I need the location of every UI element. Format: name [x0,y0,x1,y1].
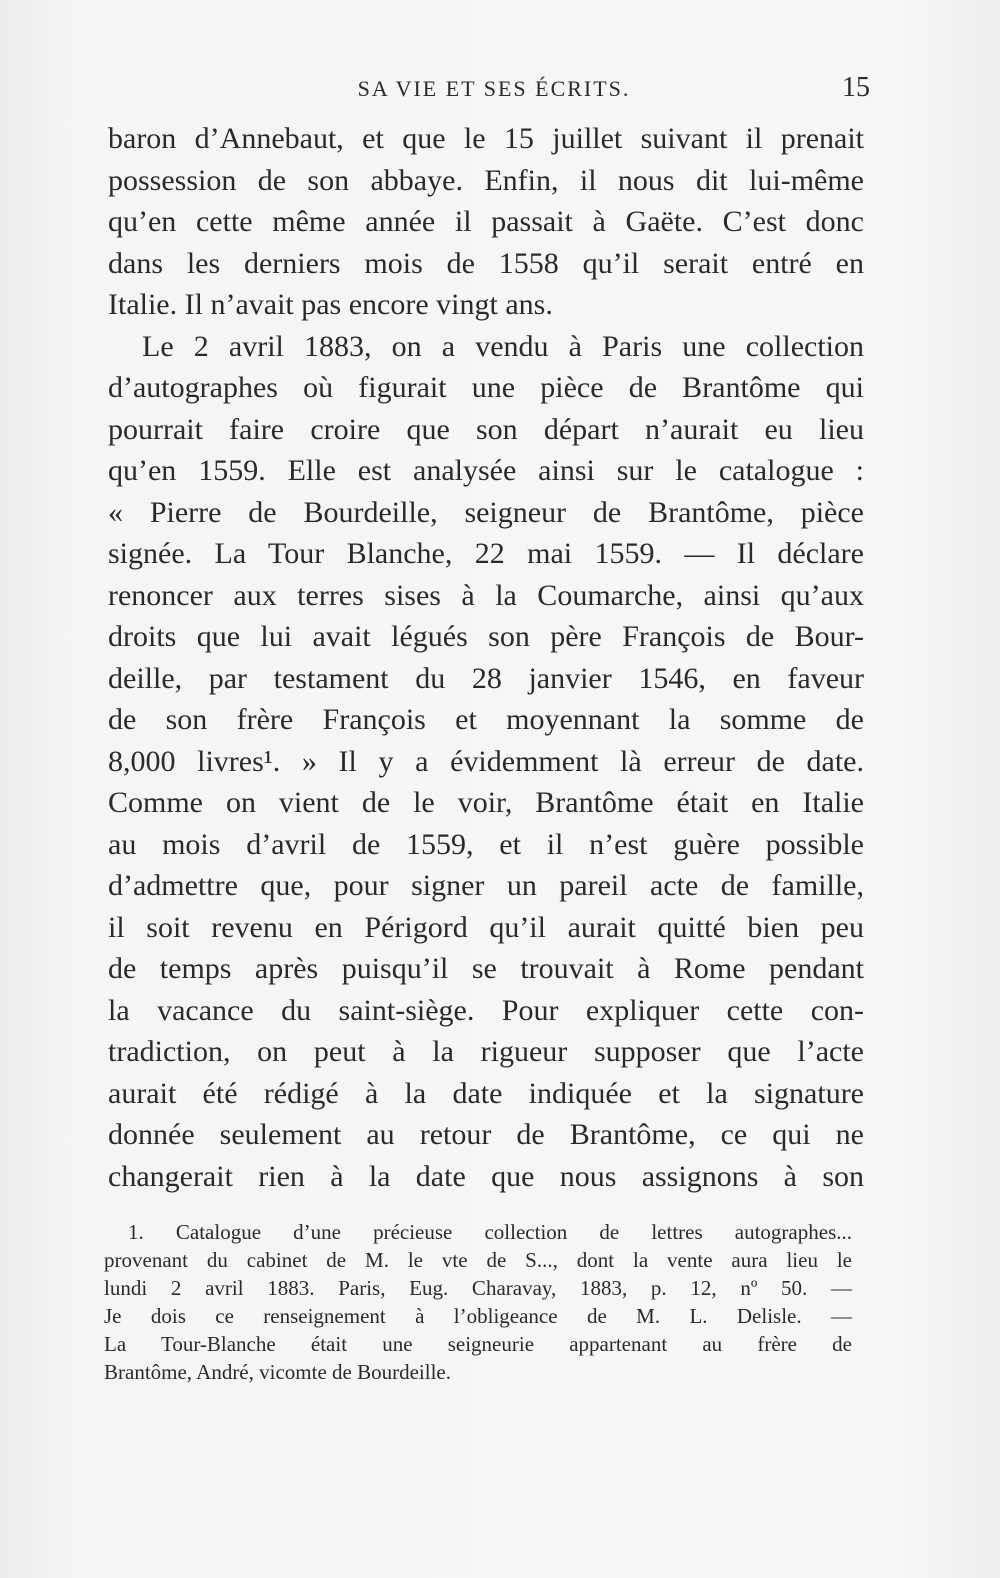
text-line: la vacance du saint-siège. Pour expliquer cette con- [108,993,864,1027]
text-line: changerait rien à la date que nous assignons à son [108,1159,864,1193]
text-line: aurait été rédigé à la date indiquée et la signature [108,1076,864,1110]
text-line: dans les derniers mois de 1558 qu’il serait entré en [108,246,864,280]
text-line: au mois d’avril de 1559, et il n’est guère possible [108,827,864,861]
text-line: d’autographes où figurait une pièce de Brantôme qui [108,371,864,404]
text-line: qu’en cette même année il passait à Gaëte. C’est donc [108,205,864,238]
footnote-line: lundi 2 avril 1883. Paris, Eug. Charavay, 1883, p. 12, nº 50. — [104,1276,852,1300]
body-text [108,118,864,1197]
text-line: Comme on vient de le voir, Brantôme était en Italie [108,786,864,819]
text-line: pourrait faire croire que son départ n’aurait eu lieu [108,412,864,446]
footnote-line: provenant du cabinet de M. le vte de S..., dont la vente aura lieu le [104,1248,852,1272]
text-line: baron d’Annebaut, et que le 15 juillet suivant il prenait [108,122,864,155]
text-line: deille, par testament du 28 janvier 1546, en faveur [108,661,864,695]
page-header [118,72,870,112]
footnote-line: Je dois ce renseignement à l’obligeance de M. L. Delisle. — [104,1304,852,1328]
text-line: qu’en 1559. Elle est analysée ainsi sur le catalogue : [108,454,864,487]
footnote-line: 1. Catalogue d’une précieuse collection de lettres autographes... [128,1220,852,1244]
text-line: droits que lui avait légués son père François de Bour- [108,620,864,653]
footnote-line: La Tour-Blanche était une seigneurie appartenant au frère de [104,1332,852,1356]
text-line: possession de son abbaye. Enfin, il nous dit lui-même [108,163,864,197]
running-title: SA VIE ET SES ÉCRITS. [357,76,631,101]
text-line: renoncer aux terres sises à la Coumarche, ainsi qu’aux [108,578,864,612]
footnotes [104,1218,852,1386]
text-line: il soit revenu en Périgord qu’il aurait quitté bien peu [108,910,864,944]
text-line: donnée seulement au retour de Brantôme, ce qui ne [108,1118,864,1151]
text-line: tradiction, on peut à la rigueur supposer que l’acte [108,1035,864,1068]
text-line: d’admettre que, pour signer un pareil acte de famille, [108,869,864,902]
text-line: signée. La Tour Blanche, 22 mai 1559. — Il déclare [108,537,864,570]
page-number: 15 [842,72,870,103]
footnote-line: Brantôme, André, vicomte de Bourdeille. [104,1360,451,1384]
text-line: Italie. Il n’avait pas encore vingt ans. [108,288,553,321]
text-line: de temps après puisqu’il se trouvait à Rome pendant [108,952,864,985]
text-line: 8,000 livres¹. » Il y a évidemment là erreur de date. [108,744,864,778]
text-line: de son frère François et moyennant la somme de [108,703,864,736]
text-line: Le 2 avril 1883, on a vendu à Paris une collection [142,329,864,363]
text-line: « Pierre de Bourdeille, seigneur de Brantôme, pièce [108,495,864,529]
